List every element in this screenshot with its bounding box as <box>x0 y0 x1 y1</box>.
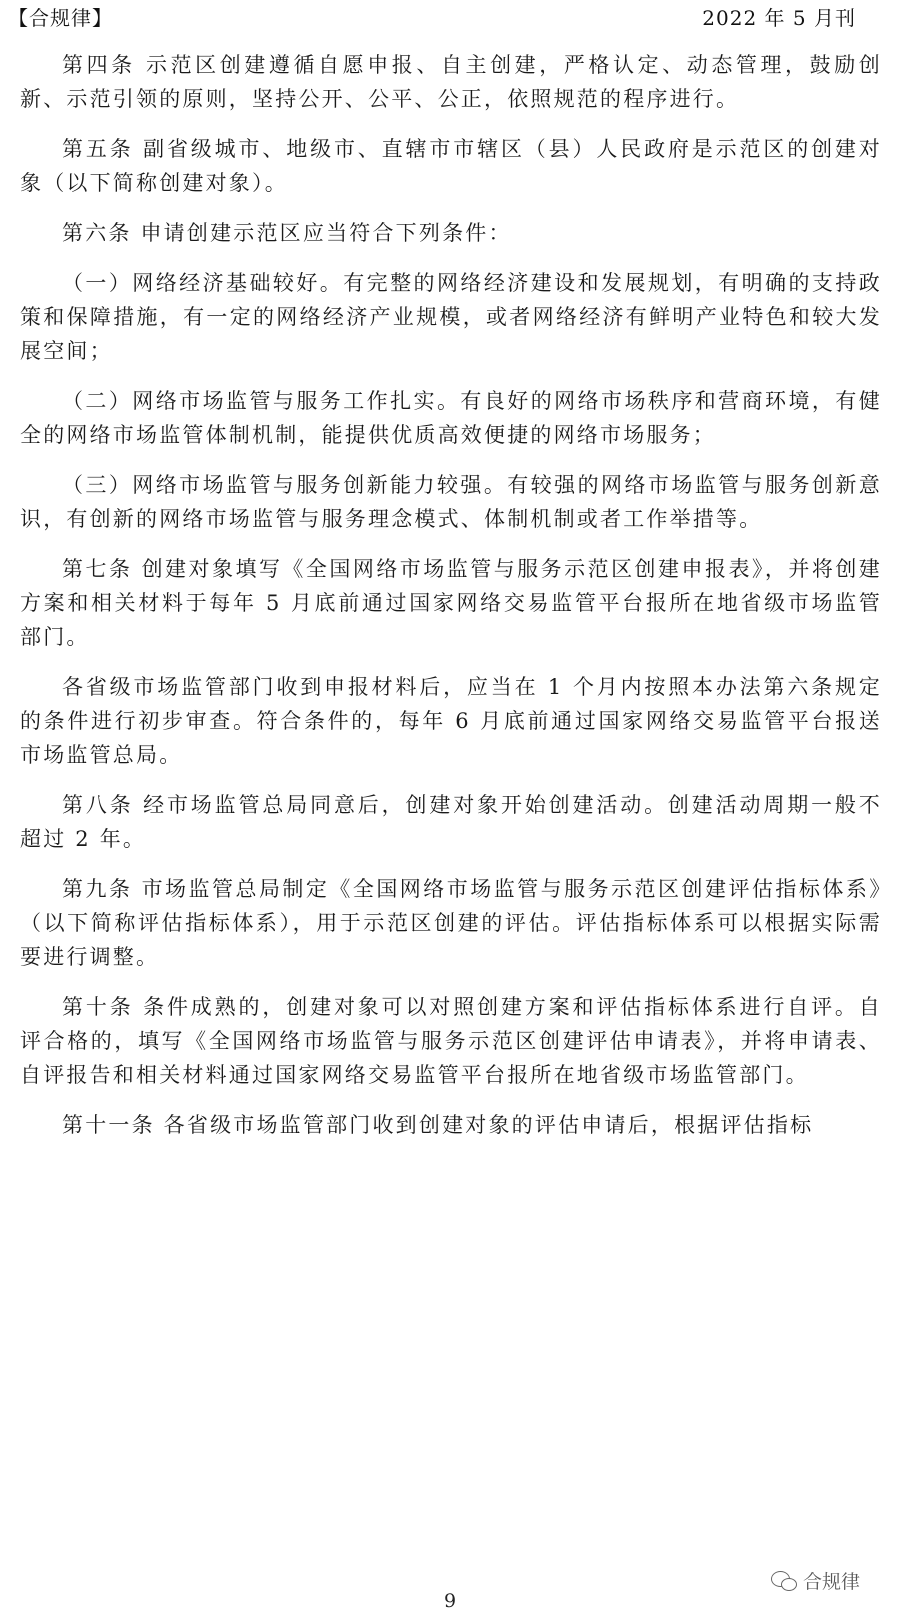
paragraph-article-8: 第八条 经市场监管总局同意后，创建对象开始创建活动。创建活动周期一般不超过 2 年。 <box>20 793 882 851</box>
paragraph-article-7-review: 各省级市场监管部门收到申报材料后，应当在 1 个月内按照本办法第六条规定的条件进行初步审查。符合条件的，每年 6 月底前通过国家网络交易监管平台报送市场监管总局。 <box>20 675 882 767</box>
issue-date: 2022 年 5 月刊 <box>702 5 856 30</box>
paragraph-article-11: 第十一条 各省级市场监管部门收到创建对象的评估申请后，根据评估指标 <box>62 1113 814 1137</box>
paragraph-condition-3: （三）网络市场监管与服务创新能力较强。有较强的网络市场监管与服务创新意识，有创新的网络市场监管与服务理念模式、体制机制或者工作举措等。 <box>20 473 882 531</box>
paragraph-article-4: 第四条 示范区创建遵循自愿申报、自主创建，严格认定、动态管理，鼓励创新、示范引领的原则，坚持公开、公平、公正，依照规范的程序进行。 <box>20 53 882 111</box>
paragraph-article-9: 第九条 市场监管总局制定《全国网络市场监管与服务示范区创建评估指标体系》（以下简称评估指标体系），用于示范区创建的评估。评估指标体系可以根据实际需要进行调整。 <box>20 877 882 969</box>
paragraph-article-7: 第七条 创建对象填写《全国网络市场监管与服务示范区创建申报表》，并将创建方案和相关材料于每年 5 月底前通过国家网络交易监管平台报所在地省级市场监管部门。 <box>20 557 882 649</box>
paragraph-condition-1: （一）网络经济基础较好。有完整的网络经济建设和发展规划，有明确的支持政策和保障措施，有一定的网络经济产业规模，或者网络经济有鲜明产业特色和较大发展空间； <box>20 271 882 363</box>
watermark-text: 合规律 <box>802 1571 860 1593</box>
paragraph-article-6: 第六条 申请创建示范区应当符合下列条件： <box>62 221 512 245</box>
publication-name: 【合规律】 <box>8 5 113 30</box>
article-body <box>20 48 882 1158</box>
paragraph-article-10: 第十条 条件成熟的，创建对象可以对照创建方案和评估指标体系进行自评。自评合格的，填写《全国网络市场监管与服务示范区创建评估申请表》，并将申请表、自评报告和相关材料通过国家网络交易监管平台报所在地省级市场监管部门。 <box>20 995 882 1087</box>
paragraph-condition-2: （二）网络市场监管与服务工作扎实。有良好的网络市场秩序和营商环境，有健全的网络市场监管体制机制，能提供优质高效便捷的网络市场服务； <box>20 389 882 447</box>
paragraph-article-5: 第五条 副省级城市、地级市、直辖市市辖区（县）人民政府是示范区的创建对象（以下简称创建对象）。 <box>20 137 882 195</box>
wechat-icon <box>771 1571 797 1591</box>
page-number: 9 <box>443 1590 457 1612</box>
page-header <box>8 0 856 32</box>
